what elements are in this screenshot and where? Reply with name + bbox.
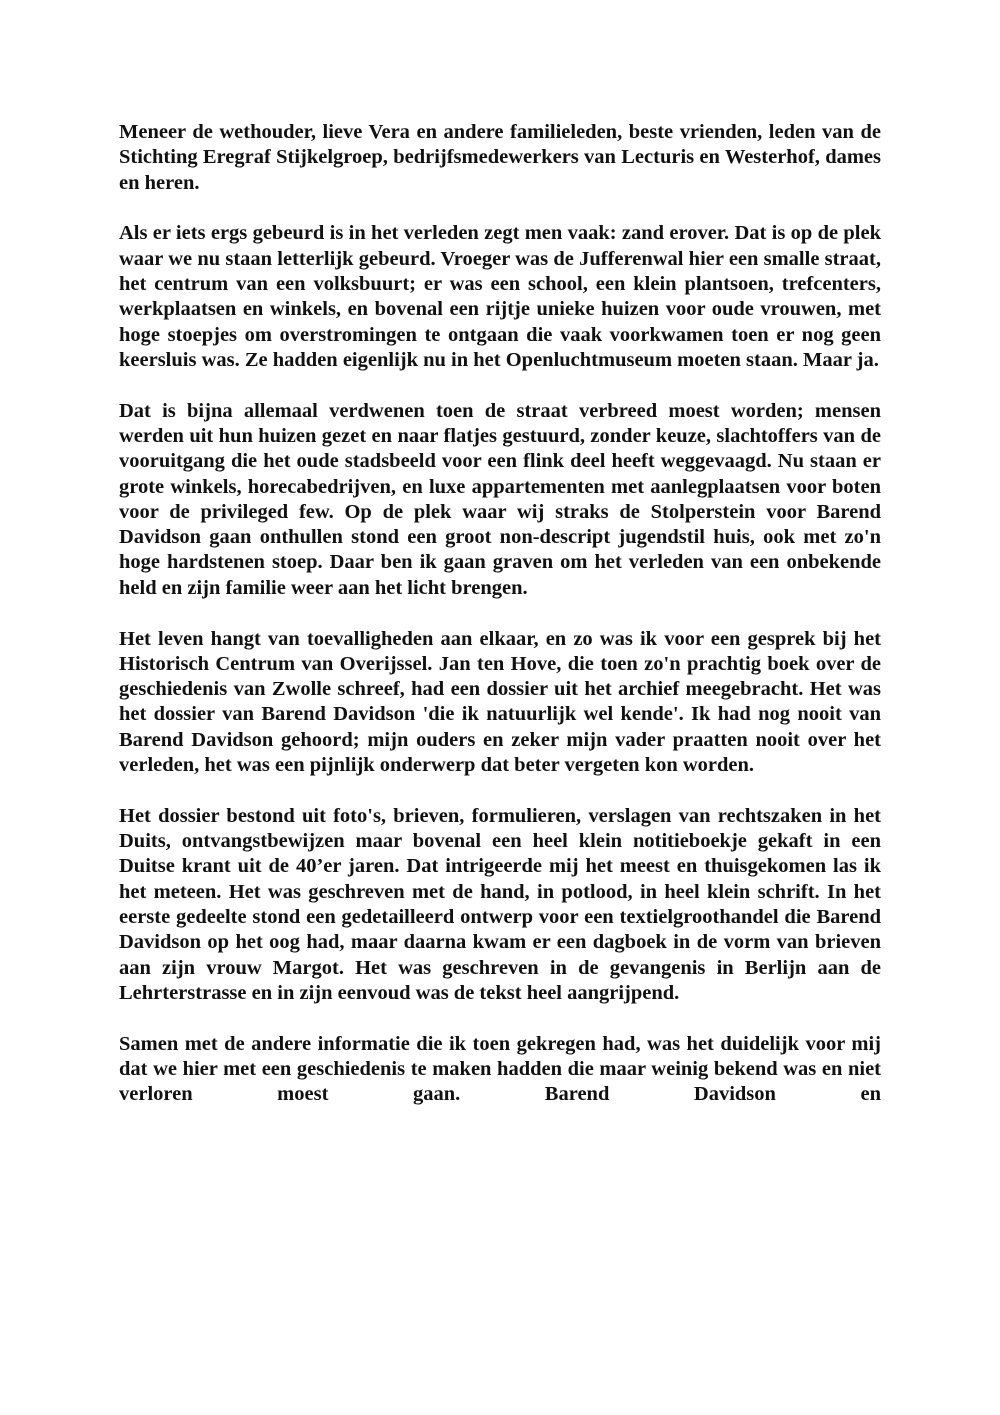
paragraph-5: Het dossier bestond uit foto's, brieven, formulieren, verslagen van rechtszaken in het Duits, ontvangstbewijzen maar bovenal een heel klein notitieboekje gekaft in een Duitse krant uit de 40’er jaren. Dat intrigeerde mij het meest en thuisgekomen las ik het meteen. Het was geschreven met de hand, in potlood, in heel klein schrift. In het eerste gedeelte stond een gedetailleerd ontwerp voor een textielgroothandel die Barend Davidson op het oog had, maar daarna kwam er een dagboek in de vorm van brieven aan zijn vrouw Margot. Het was geschreven in de gevangenis in Berlijn aan de Lehrterstrasse en in zijn eenvoud was de tekst heel aangrijpend. bbox=[119, 804, 881, 1004]
paragraph-2: Als er iets ergs gebeurd is in het verleden zegt men vaak: zand erover. Dat is op de plek waar we nu staan letterlijk gebeurd. Vroeger was de Jufferenwal hier een smalle straat, het centrum van een volksbuurt; er was een school, een klein plantsoen, trefcenters, werkplaatsen en winkels, en bovenal een rijtje unieke huizen voor oude vrouwen, met hoge stoepjes om overstromingen te ontgaan die vaak voorkwamen toen er nog geen keersluis was. Ze hadden eigenlijk nu in het Openluchtmuseum moeten staan. Maar ja. bbox=[119, 222, 881, 371]
paragraph-1: Meneer de wethouder, lieve Vera en andere familieleden, beste vrienden, leden van de Stichting Eregraf Stijkelgroep, bedrijfsmedewerkers van Lecturis en Westerhof, dames en heren. bbox=[119, 121, 881, 194]
paragraph-6: Samen met de andere informatie die ik toen gekregen had, was het duidelijk voor mij dat we hier met een geschiedenis te maken hadden die maar weinig bekend was en niet verloren moest gaan. Barend Davidson en bbox=[119, 1032, 881, 1106]
paragraph-3: Dat is bijna allemaal verdwenen toen de straat verbreed moest worden; mensen werden uit hun huizen gezet en naar flatjes gestuurd, zonder keuze, slachtoffers van de vooruitgang die het oude stadsbeeld voor een flink deel heeft weggevaagd. Nu staan er grote winkels, horecabedrijven, en luxe appartementen met aanlegplaatsen voor boten voor de privileged few. Op de plek waar wij straks de Stolperstein voor Barend Davidson gaan onthullen stond een groot non-descript jugendstil huis, ook met zo'n hoge hardstenen stoep. Daar ben ik gaan graven om het verleden van een onbekende held en zijn familie weer aan het licht brengen. bbox=[119, 399, 881, 599]
document-body bbox=[119, 120, 881, 1108]
paragraph-4: Het leven hangt van toevalligheden aan elkaar, en zo was ik voor een gesprek bij het Historisch Centrum van Overijssel. Jan ten Hove, die toen zo'n prachtig boek over de geschiedenis van Zwolle schreef, had een dossier uit het archief meegebracht. Het was het dossier van Barend Davidson 'die ik natuurlijk wel kende'. Ik had nog nooit van Barend Davidson gehoord; mijn ouders en zeker mijn vader praatten nooit over het verleden, het was een pijnlijk onderwerp dat beter vergeten kon worden. bbox=[119, 627, 881, 777]
